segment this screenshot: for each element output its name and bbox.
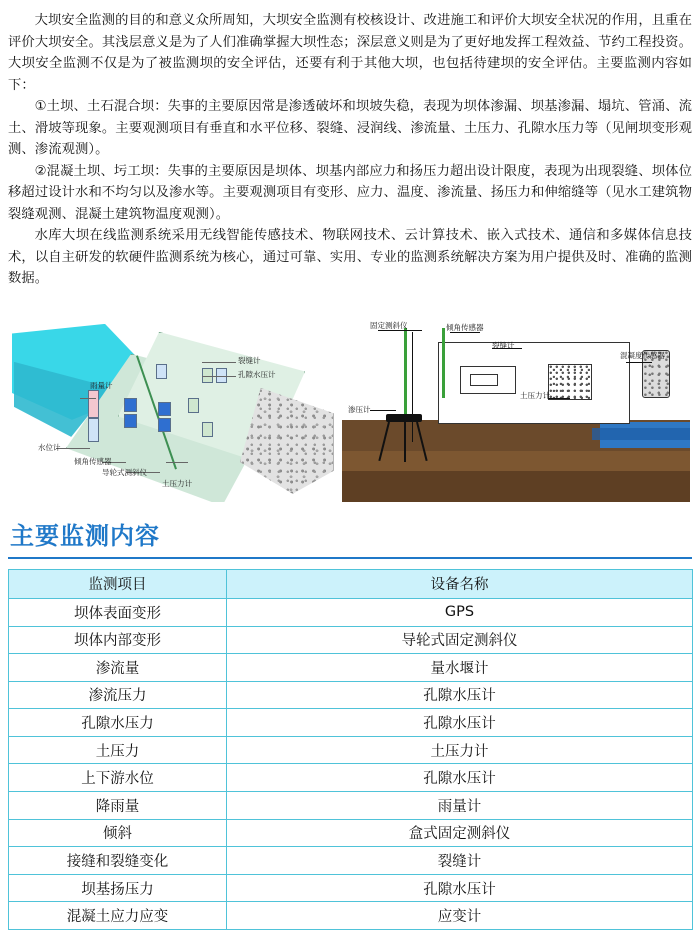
leader-line xyxy=(370,410,396,411)
label-inclination-sensor: 倾角传感器 xyxy=(446,322,484,332)
cell-device: 量水堰计 xyxy=(227,654,693,682)
column-header-item: 监测项目 xyxy=(9,569,227,598)
table-row xyxy=(9,792,693,820)
cell-item: 坝体表面变形 xyxy=(9,598,227,626)
earth-pressure-sensor-icon xyxy=(158,402,171,416)
monitoring-system-diagram-figure xyxy=(342,302,690,502)
cell-item: 渗流压力 xyxy=(9,681,227,709)
column-header-device: 设备名称 xyxy=(227,569,693,598)
water-level-sensor-icon xyxy=(88,418,99,442)
table-header-row xyxy=(9,569,693,598)
cell-device: GPS xyxy=(227,598,693,626)
table-row xyxy=(9,902,693,930)
label-pore-water-pressure: 孔隙水压计 xyxy=(238,369,276,379)
cell-device: 应变计 xyxy=(227,902,693,930)
tripod-leg-2 xyxy=(404,422,406,462)
table-row xyxy=(9,819,693,847)
cell-item: 上下游水位 xyxy=(9,764,227,792)
paragraph-3: ②混凝土坝、圬工坝：失事的主要原因是坝体、坝基内部应力和扬压力超出设计限度，表现为出现裂缝、坝体位移超过设计水和不均匀以及渗水等。主要观测项目有变形、应力、温度、渗流量、扬压力和伸缩缝等（见水工建筑物裂缝观测、混凝土建筑物温度观测）。 xyxy=(8,163,692,222)
table-row xyxy=(9,764,693,792)
cell-device: 裂缝计 xyxy=(227,847,693,875)
label-crack-meter: 裂缝计 xyxy=(238,355,261,365)
cell-device: 孔隙水压计 xyxy=(227,709,693,737)
earth-pressure-sensor-icon-2 xyxy=(158,418,171,432)
cell-item: 接缝和裂缝变化 xyxy=(9,847,227,875)
table-row xyxy=(9,709,693,737)
paragraph-4: 水库大坝在线监测系统采用无线智能传感技术、物联网技术、云计算技术、嵌入式技术、通信和多媒体信息技术，以自主研发的软硬件监测系统为核心，通过可靠、实用、专业的监测系统解决方案为用户提供及时、准确的监测数据。 xyxy=(8,228,692,287)
pore-pressure-meter-icon-2 xyxy=(202,422,213,437)
cell-item: 坝体内部变形 xyxy=(9,626,227,654)
instrument-pole-2 xyxy=(442,328,445,398)
inclination-sensor-icon xyxy=(124,398,137,412)
filter-zone xyxy=(548,364,592,400)
table-body xyxy=(9,598,693,929)
sensor-node-icon-2 xyxy=(156,364,167,379)
label-seepage-pressure: 渗压计 xyxy=(348,404,371,414)
cell-item: 孔隙水压力 xyxy=(9,709,227,737)
cell-item: 混凝土应力应变 xyxy=(9,902,227,930)
label-crack-meter: 裂缝计 xyxy=(492,340,515,350)
cell-item: 渗流量 xyxy=(9,654,227,682)
table-row xyxy=(9,736,693,764)
cell-device: 盒式固定测斜仪 xyxy=(227,819,693,847)
cell-device: 孔隙水压计 xyxy=(227,681,693,709)
leader-line xyxy=(202,362,236,363)
cell-item: 降雨量 xyxy=(9,792,227,820)
cell-device: 孔隙水压计 xyxy=(227,874,693,902)
label-fixed-inclinometer: 固定测斜仪 xyxy=(370,320,408,330)
instrument-pole xyxy=(404,328,407,422)
pore-pressure-meter-icon xyxy=(188,398,199,413)
section-title: 主要监测内容 xyxy=(10,521,160,550)
label-guide-wheel-inclinometer: 导轮式测斜仪 xyxy=(102,467,147,477)
downstream-water-deep xyxy=(592,428,690,440)
monitoring-content-table xyxy=(8,569,693,930)
leader-line xyxy=(80,398,96,399)
leader-line xyxy=(202,376,236,377)
label-inclination-sensor: 倾角传感器 xyxy=(74,456,112,466)
cell-device: 孔隙水压计 xyxy=(227,764,693,792)
label-earth-pressure: 土压力计 xyxy=(162,478,192,488)
instrument-inner-box xyxy=(470,374,498,386)
figure-row xyxy=(0,290,700,502)
table-row xyxy=(9,598,693,626)
table-row xyxy=(9,654,693,682)
table-row xyxy=(9,874,693,902)
table-row xyxy=(9,626,693,654)
guide-wheel-inclinometer-icon xyxy=(124,414,137,428)
leader-line xyxy=(166,462,188,463)
leader-line xyxy=(548,398,570,399)
section-title-rule xyxy=(8,557,692,559)
table-row xyxy=(9,847,693,875)
borehole-line xyxy=(412,332,413,442)
intro-text-block xyxy=(0,0,700,290)
dam-3d-schematic-figure xyxy=(6,302,336,502)
cell-device: 土压力计 xyxy=(227,736,693,764)
label-water-level: 水位计 xyxy=(38,442,61,452)
label-rain-gauge: 雨量计 xyxy=(90,380,113,390)
paragraph-1: 大坝安全监测的目的和意义众所周知，大坝安全监测有校核设计、改进施工和评价大坝安全状况的作用，且重在评价大坝安全。其浅层意义是为了人们准确掌握大坝性态；深层意义则是为了更好地发挥工程效益、节约工程投资。大坝安全监测不仅是为了被监测坝的安全评估，还要有利于其他大坝，也包括待建坝的安全评估。主要监测内容如下： xyxy=(8,13,692,93)
leader-line xyxy=(56,448,90,449)
cell-item: 坝基扬压力 xyxy=(9,874,227,902)
label-concrete-sensor: 混凝度传感器 xyxy=(620,350,665,360)
leader-line xyxy=(626,362,652,363)
cell-item: 倾斜 xyxy=(9,819,227,847)
cell-item: 土压力 xyxy=(9,736,227,764)
cell-device: 雨量计 xyxy=(227,792,693,820)
table-row xyxy=(9,681,693,709)
rain-gauge-sensor-icon xyxy=(88,390,99,418)
paragraph-2: ①土坝、土石混合坝：失事的主要原因常是渗透破坏和坝坡失稳，表现为坝体渗漏、坝基渗漏、塌坑、管涌、流土、滑坡等现象。主要观测项目有垂直和水平位移、裂缝、浸润线、渗流量、土压力、孔隙水压力等（见闸坝变形观测、渗流观测）。 xyxy=(8,99,692,158)
label-earth-pressure: 土压力计 xyxy=(520,390,550,400)
cell-device: 导轮式固定测斜仪 xyxy=(227,626,693,654)
tripod-head xyxy=(386,414,422,422)
